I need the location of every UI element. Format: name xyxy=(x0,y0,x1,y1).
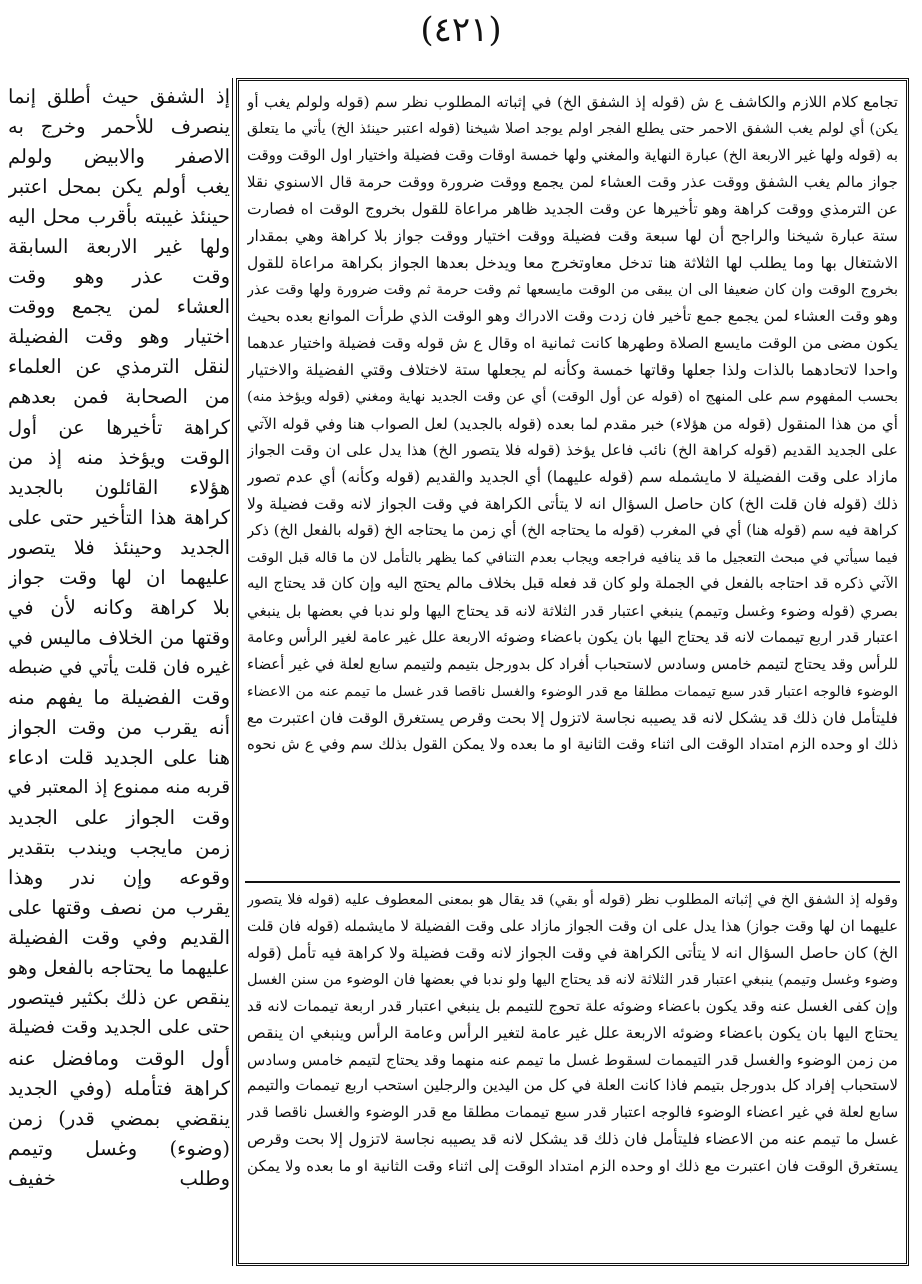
main-text-line: يكن) أي لولم يغب الشفق الاحمر حتى يطلع الفجر اولم يوجد اصلا شيخنا (قوله اعتبر حينئذ الخ) يأتي ما يتعلق xyxy=(247,120,898,137)
bottom-text-line: سابع لعلة في غير اعضاء الوضوء فالوجه اعتبار قدر سبع تيممات مطلقا مع قدر الوضوء والغسل ناقصا قدر xyxy=(247,1103,898,1121)
side-text-line: حتى على الجديد وقت فضيلة xyxy=(8,1017,230,1039)
side-text-line: حينئذ غيبته بأقرب محل اليه xyxy=(8,205,230,229)
main-text-line: عن الترمذي ووقت كراهة وهو تأخيرها عن وقت الجديد ظاهر مراعاة للقول بخروج الوقت اه فصارت xyxy=(247,200,898,219)
main-text-line: واحدا لاتحادهما بالذات ولذا جعلها وقاتها خمسة وكأنه لم يجعلها ستة لاختلاف وقتي الفضيلة والاختيار xyxy=(247,360,898,379)
main-text-line: ستة عبارة شيخنا والراجح أن لها سبعة وقت فضيلة ووقت اختيار ووقت جواز بلا كراهة وهي بمقدار xyxy=(247,226,898,245)
side-text-line: ولها غير الاربعة السابقة xyxy=(8,235,230,259)
bottom-text-line: يستغرق الوقت فان اعتبرت مع ذلك او وحده الزم امتداد الوقت إلى اثناء وقت الثانية او ما بعده ولا يمكن xyxy=(247,1156,898,1175)
side-text-line: إذ الشفق حيث أطلق إنما xyxy=(8,85,230,108)
side-text-line: غيره فان قلت يأتي في ضبطه xyxy=(8,656,230,678)
main-text-line: بصري (قوله وضوء وغسل وتيمم) ينبغي اعتبار قدر الثلاثة لانه قد يحتاج اليها ولو ندبا في بعضها بل ينبغي xyxy=(247,602,898,621)
main-text-line: كراهة فيه سم (قوله هنا) أي في المغرب (قوله ما يحتاجه الخ) أي زمن ما يحتاجه الخ (قوله بالفعل الخ) ذكر xyxy=(247,521,898,539)
side-text-line: العشاء لمن يجمع ووقت xyxy=(8,295,230,319)
side-column-text xyxy=(8,82,230,1272)
side-text-line: لنقل الترمذي عن العلماء xyxy=(8,355,230,379)
bottom-text-line: لاستحباب إفراد كل بدورجل بتيمم فاذا كانت العلة في كل من اليدين والرجلين استحب اربع تيممات والتيمم xyxy=(247,1077,898,1095)
main-text-line: للرأس وقد يحتاج لتيمم خامس وسادس لاستحباب أفراد كل بدورجل بتيمم ولتيمم سابع لعلة في غير أعضاء xyxy=(247,655,898,673)
main-text-line: بخروج الوقت وان كان ضعيفا الى ان يبقى من الوقت مايسعها ثم وقت حرمة ثم وقت ضرورة ولها وقت عذر xyxy=(247,281,898,298)
side-text-line: ينقص عن ذلك بكثير فيتصور xyxy=(8,986,230,1010)
side-text-line: هؤلاء القائلون بالجديد xyxy=(8,475,230,499)
main-text-line: به (قوله ولها غير الاربعة الخ) عبارة النهاية والمغني ولها خمسة اوقات وقت فضيلة واختيار اول الوقت ووقت xyxy=(247,146,898,164)
side-text-line: (وضوء) وغسل وتيمم xyxy=(8,1136,230,1160)
bottom-text-line: عليهما ان لها وقت جواز) هذا يدل على ان وقت الجواز مازاد على وقت الفضيلة لا مايشمله (قوله فان قلت xyxy=(247,917,898,935)
main-text-line: على الجديد القديم (قوله كراهة الخ) نائب فاعل يؤخذ (قوله فلا يتصور الخ) هذا يدل على ان وقت الجواز xyxy=(247,441,898,460)
side-text-line: عليهما ما يحتاجه بالفعل وهو xyxy=(8,956,230,980)
bottom-text-line: وضوء وغسل وتيمم) ينبغي اعتبار قدر الثلاثة لانه قد يحتاج اليها ولو ندبا في بعضها فان الوضوء من سنن الغسل xyxy=(247,971,898,988)
main-text-line: وهو وقت العشاء لمن يجمع جمع تأخير فان زدت وقت الادراك وهو الوقت الذي طرأت الموانع بعده بحيث xyxy=(247,307,898,326)
side-text-line: ينصرف للأحمر وخرج به xyxy=(8,115,230,139)
side-text-line: وقتها من الخلاف ماليس في xyxy=(8,625,230,649)
main-text-line: يكون مضى من الوقت مايسع الصلاة وطهرها كانت ثمانية اه وقال ع ش قوله وقت فضيلة واختيار عدهما xyxy=(247,334,898,353)
side-text-line: وقوعه وإن ندر وهذا xyxy=(8,866,230,890)
main-text-line: الاشتغال بها وما يطلب لها الثلاثة هنا تدخل معاوتخرج معا ويدخل بعدها الجواز بكراهة مراعاة للقول xyxy=(247,253,898,272)
main-text-line: الآتي ذكره قد احتاجه بالفعل في الجملة ولو كان قد فعله قبل بخلاف مالم يحتج اليه وإن كان قد يحتاج اليه xyxy=(247,575,898,593)
main-text-line: جواز مالم يغب الشفق ووقت عذر وقت العشاء لمن يجمع ووقت ضرورة ووقت حرمة قال الاسنوي نقلا xyxy=(247,173,898,192)
side-text-line: عليهما ان لها وقت جواز xyxy=(8,565,230,589)
column-divider xyxy=(232,78,233,1266)
side-text-line: وقت الجواز على الجديد xyxy=(8,806,230,830)
bottom-text-line: غسل ما تيمم عنه من الاعضاء فليتأمل فان ذلك قد يشكل لانه قد يصيبه نجاسة لاتزول إلا بحت وقرص xyxy=(247,1130,898,1149)
side-text-line: الجديد وحينئذ فلا يتصور xyxy=(8,535,230,559)
side-text-line: الوقت ويؤخذ منه إذ من xyxy=(8,445,230,469)
side-text-line: وقت عذر وهو وقت xyxy=(8,265,230,289)
side-text-line: يغب أولم يكن بمحل اعتبر xyxy=(8,175,230,199)
side-text-line: كراهة تأخيرها عن أول xyxy=(8,415,230,439)
side-text-line: وطلب خفيف xyxy=(8,1166,230,1190)
commentary-separator xyxy=(245,881,900,883)
main-commentary xyxy=(247,89,898,879)
side-text-line: الاصفر والابيض ولولم xyxy=(8,145,230,169)
main-text-line: ذلك (قوله فان قلت الخ) كان حاصل السؤال انه لا يتأتى الكراهة في وقت الجواز لانه وقت فضيلة ولا xyxy=(247,494,898,513)
main-text-line: الوضوء فالوجه اعتبار قدر سبع تيممات مطلقا مع قدر الوضوء والغسل ناقصا قدر غسل ما تيمم عنه من الاعضاء xyxy=(247,683,898,700)
side-text-line: من الصحابة فمن بعدهم xyxy=(8,385,230,409)
bottom-text-line: من زمن الوضوء والغسل قدر التيممات لسقوط غسل ما تيمم عنه منهما وقد يحتاج لتيمم خامس وسادس xyxy=(247,1050,898,1069)
page-number: (٤٢١) xyxy=(420,10,502,50)
main-text-line: فيما سيأتي في مبحث التعجيل ما قد ينافيه فراجعه ويجاب بعدم التنافي كما يظهر بالتأمل لان ما قاله قبل الوقت xyxy=(247,549,898,566)
side-text-line: القديم وفي وقت الفضيلة xyxy=(8,926,230,950)
main-text-line: فليتأمل فان ذلك قد يشكل لانه قد يصيبه نجاسة لاتزول إلا بحت وقرص يستغرق الوقت فان اعتبرت مع xyxy=(247,709,898,728)
commentary-frame xyxy=(236,78,909,1266)
side-text-line: قربه منه ممنوع إذ المعتبر في xyxy=(8,777,230,799)
main-text-line: اعتبار قدر اربع تيممات لانه قد يحتاج اليها بان يكون باعضاء وضوئه الاربعة علل غير عامة لغير الرأس وعامة xyxy=(247,628,898,646)
side-text-line: أول الوقت ومافضل عنه xyxy=(8,1046,230,1070)
main-text-line: أي من هذا المنقول (قوله من هؤلاء) خبر مقدم لما بعده (قوله بالجديد) لعل الصواب هنا وفي قوله الآتي xyxy=(247,414,898,433)
side-text-line: هنا على الجديد قلت ادعاء xyxy=(8,746,230,770)
bottom-text-line: وإن كفى الغسل عنه وقد يكون باعضاء وضوئه علة تحوج للتيمم بل ينبغي اعتبار قدر اربعة تيممات لانه قد xyxy=(247,997,898,1016)
side-text-line: اختيار وهو وقت الفضيلة xyxy=(8,325,230,349)
side-text-line: أنه يقرب من وقت الجواز xyxy=(8,715,230,739)
main-text-line: مازاد على وقت الفضيلة لا مايشمله سم (قوله عليهما) أي الجديد والقديم (قوله وكأنه) أي عدم تصور xyxy=(247,468,898,487)
footnote-commentary xyxy=(247,887,898,1259)
side-text-line: كراهة فتأمله (وفي الجديد xyxy=(8,1076,230,1100)
side-text-line: بلا كراهة وكانه لأن في xyxy=(8,595,230,619)
main-text-line: تجامع كلام اللازم والكاشف ع ش (قوله إذ الشفق الخ) في إثباته المطلوب نظر سم (قوله ولولم يغب أو xyxy=(247,93,898,111)
side-text-line: زمن مايجب ويندب بتقدير xyxy=(8,836,230,860)
main-text-line: بحسب المفهوم سم على المنهج اه (قوله عن أول الوقت) أي عن وقت الجديد نهاية ومغني (قوله ويؤخذ منه) xyxy=(247,388,898,405)
bottom-text-line: الخ) كان حاصل السؤال انه لا يتأتى الكراهة في وقت الجواز لانه وقت فضيلة ولا كراهة فيه تأمل (قوله xyxy=(247,944,898,963)
side-text-line: وقت الفضيلة ما يفهم منه xyxy=(8,685,230,709)
main-text-line: ذلك او وحده الزم امتداد الوقت الى اثناء وقت الثانية او ما بعده ولا يمكن القول بذلك سم وفي ع ش نحوه xyxy=(247,736,898,754)
bottom-text-line: يحتاج اليها بان يكون باعضاء وضوئه الاربعة علل غير عامة لتغير الرأس وعامة الرأس وينبغي ان ينقص xyxy=(247,1023,898,1042)
bottom-text-line: وقوله إذ الشفق الخ في إثباته المطلوب نظر (قوله أو بقي) قد يقال هو بمعنى المعطوف عليه (قوله فلا يتصور xyxy=(247,892,898,908)
side-text-line: ينقضي بمضي قدر) زمن xyxy=(8,1106,230,1130)
side-text-line: كراهة هذا التأخير حتى على xyxy=(8,505,230,529)
side-text-line: يقرب من نصف وقتها على xyxy=(8,896,230,920)
